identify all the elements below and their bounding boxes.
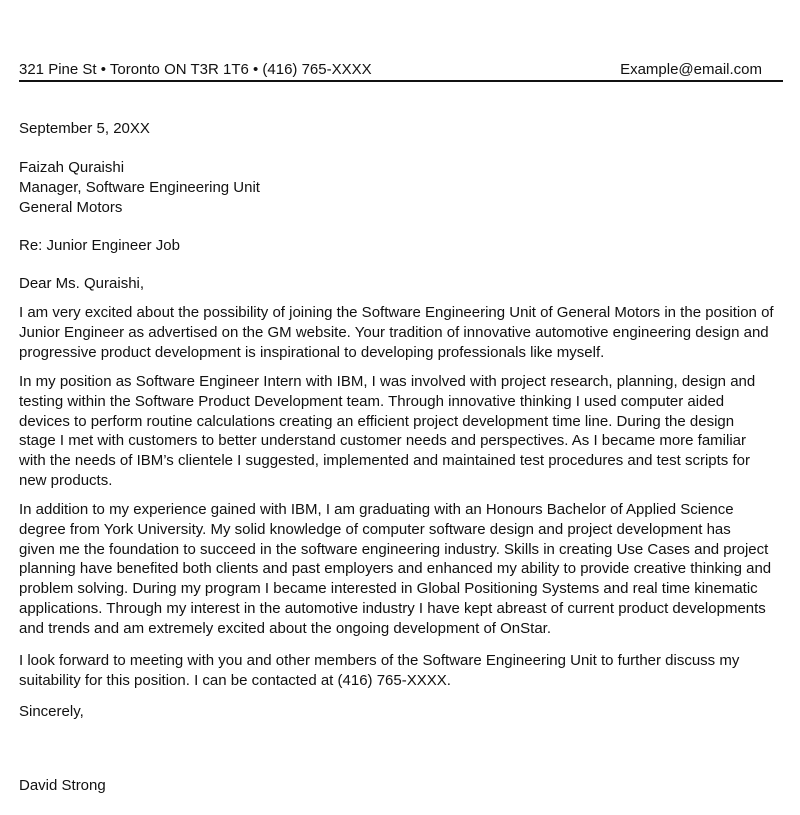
salutation: Dear Ms. Quraishi, xyxy=(19,275,145,292)
text-line: progressive product development is inspirational to developing professionals like myself. xyxy=(19,343,605,361)
recipient-title: Manager, Software Engineering Unit xyxy=(19,178,260,196)
text-line: testing within the Software Product Development team. Through innovative thinking I used computer aided xyxy=(19,392,725,410)
recipient-company: General Motors xyxy=(19,198,123,216)
text-line: and trends and am extremely excited about the ongoing development of OnStar. xyxy=(19,619,552,637)
text-line: problem solving. During my program I became interested in Global Positioning Systems and real time kinematic xyxy=(19,580,758,598)
closing: Sincerely, xyxy=(19,703,84,720)
text-line: In addition to my experience gained with IBM, I am graduating with an Honours Bachelor of Applied Science xyxy=(19,501,734,518)
text-line: given me the foundation to succeed in the software engineering industry. Skills in creating Use Cases and project xyxy=(19,540,769,558)
text-line: devices to perform routine calculations creating an efficient project development time line. During the design xyxy=(19,412,735,430)
paragraph-3 xyxy=(19,500,771,639)
text-line: stage I met with customers to better understand customer needs and perspectives. As I became more familiar xyxy=(19,432,747,450)
signature-name: David Strong xyxy=(19,777,106,794)
text-line: new products. xyxy=(19,471,113,489)
text-line: with the needs of IBM’s clientele I suggested, implemented and maintained test procedures and test scripts for xyxy=(19,452,750,470)
text-line: applications. Through my interest in the automotive industry I have kept abreast of current product developments xyxy=(19,599,766,617)
text-line: degree from York University. My solid knowledge of computer software design and project development has xyxy=(19,520,731,538)
subject-line: Re: Junior Engineer Job xyxy=(19,237,180,254)
sender-email: Example@email.com xyxy=(620,61,762,78)
text-line: In my position as Software Engineer Intern with IBM, I was involved with project research, planning, design and xyxy=(19,373,756,390)
sender-address: 321 Pine St • Toronto ON T3R 1T6 • (416) 765-XXXX xyxy=(19,61,372,78)
recipient-block xyxy=(19,158,260,217)
paragraph-1 xyxy=(19,303,774,362)
paragraph-2 xyxy=(19,372,755,491)
recipient-name: Faizah Quraishi xyxy=(19,159,125,176)
letter-date: September 5, 20XX xyxy=(19,120,150,137)
paragraph-4 xyxy=(19,651,739,691)
text-line: I look forward to meeting with you and other members of the Software Engineering Unit to further discuss my xyxy=(19,652,740,669)
text-line: suitability for this position. I can be contacted at (416) 765-XXXX. xyxy=(19,671,451,689)
text-line: I am very excited about the possibility of joining the Software Engineering Unit of General Motors in the position of xyxy=(19,304,774,321)
text-line: Junior Engineer as advertised on the GM website. Your tradition of innovative automotive engineering design and xyxy=(19,323,769,341)
letterhead xyxy=(19,60,783,82)
text-line: planning have benefited both clients and past employers and enhanced my ability to provide creative thinking and xyxy=(19,560,772,578)
